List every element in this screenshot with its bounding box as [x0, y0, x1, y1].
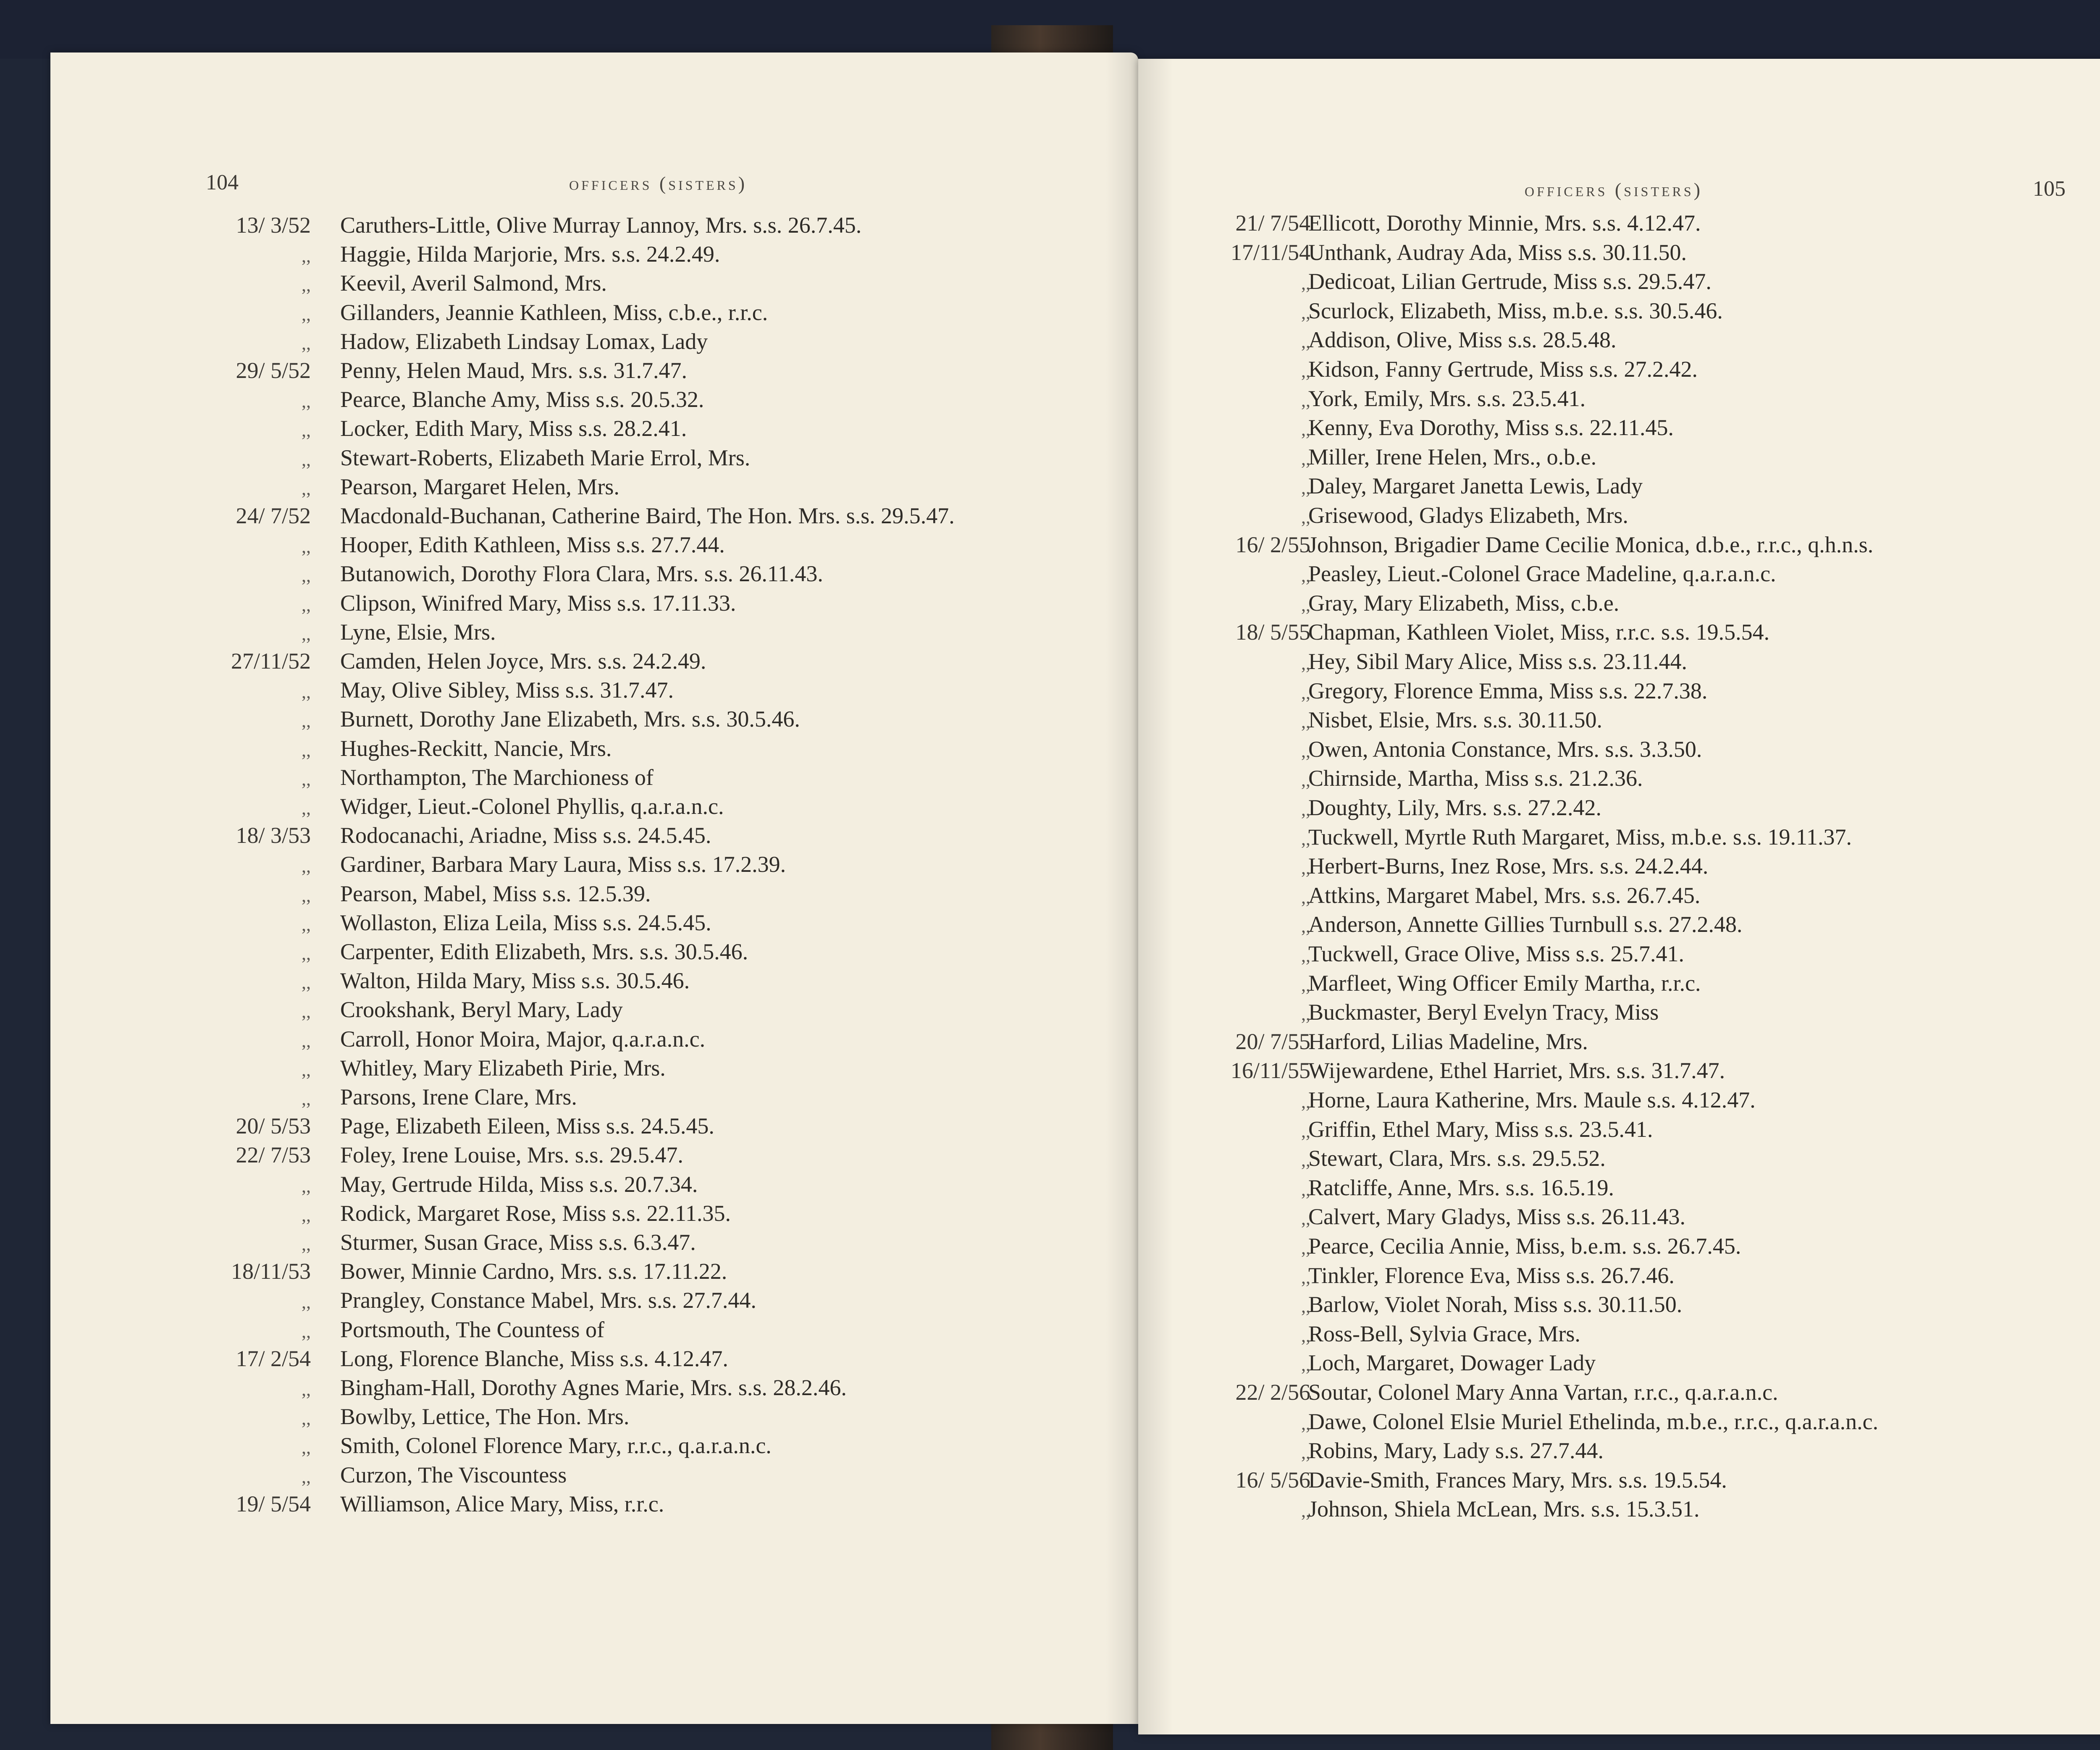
entry-name: Walton, Hilda Mary, Miss s.s. 30.5.46.: [340, 968, 690, 994]
list-item: [1138, 1379, 2100, 1408]
entry-name: Haggie, Hilda Marjorie, Mrs. s.s. 24.2.49.: [340, 241, 720, 267]
entry-name: Keevil, Averil Salmond, Mrs.: [340, 270, 607, 296]
left-page: [50, 52, 1138, 1724]
entry-name: Miller, Irene Helen, Mrs., o.b.e.: [1308, 444, 1597, 470]
list-item: [1138, 1175, 2100, 1203]
entry-name: Rodocanachi, Ariadne, Miss s.s. 24.5.45.: [340, 823, 711, 848]
running-head: officers (sisters): [1525, 179, 1703, 200]
ditto-mark: ,,: [1301, 478, 1310, 499]
entry-date: 21/ 7/54: [1235, 210, 1310, 236]
list-item: [1138, 1204, 2100, 1232]
entry-name: Pearson, Mabel, Miss s.s. 12.5.39.: [340, 881, 651, 906]
entry-name: Penny, Helen Maud, Mrs. s.s. 31.7.47.: [340, 358, 687, 383]
ditto-mark: ,,: [302, 565, 311, 586]
entry-name: Peasley, Lieut.-Colonel Grace Madeline, q.a.r.a.n.c.: [1308, 561, 1776, 587]
list-item: [50, 1491, 1138, 1519]
entry-name: Griffin, Ethel Mary, Miss s.s. 23.5.41.: [1308, 1116, 1653, 1142]
list-item: [1138, 911, 2100, 940]
entry-name: Harford, Lilias Madeline, Mrs.: [1308, 1028, 1588, 1054]
entry-date: 17/11/54: [1230, 239, 1310, 265]
list-item: [1138, 941, 2100, 969]
ditto-mark: ,,: [302, 1408, 311, 1429]
ditto-mark: ,,: [302, 769, 311, 790]
entry-name: Locker, Edith Mary, Miss s.s. 28.2.41.: [340, 416, 687, 441]
ditto-mark: ,,: [1301, 974, 1310, 995]
list-item: [1138, 473, 2100, 501]
ditto-mark: ,,: [302, 623, 311, 644]
ditto-mark: ,,: [302, 682, 311, 703]
entry-name: Hey, Sibil Mary Alice, Miss s.s. 23.11.44.: [1308, 649, 1687, 674]
ditto-mark: ,,: [302, 391, 311, 412]
list-item: [50, 386, 1138, 415]
list-item: [50, 532, 1138, 560]
entry-name: Kidson, Fanny Gertrude, Miss s.s. 27.2.42.: [1308, 357, 1698, 382]
ditto-mark: ,,: [302, 536, 311, 557]
list-item: [50, 1113, 1138, 1141]
entry-name: Ross-Bell, Sylvia Grace, Mrs.: [1308, 1321, 1580, 1346]
ditto-mark: ,,: [302, 1234, 311, 1254]
entry-date: 20/ 5/53: [236, 1113, 311, 1139]
entry-name: Attkins, Margaret Mabel, Mrs. s.s. 26.7.45.: [1308, 882, 1701, 908]
list-item: [1138, 239, 2100, 268]
entry-date: 29/ 5/52: [236, 358, 311, 383]
entry-name: Grisewood, Gladys Elizabeth, Mrs.: [1308, 503, 1628, 528]
ditto-mark: ,,: [1301, 1442, 1310, 1463]
entry-name: Chirnside, Martha, Miss s.s. 21.2.36.: [1308, 766, 1643, 791]
entry-name: Whitley, Mary Elizabeth Pirie, Mrs.: [340, 1055, 666, 1081]
list-item: [1138, 561, 2100, 589]
list-item: [1138, 765, 2100, 794]
entry-name: Bingham-Hall, Dorothy Agnes Marie, Mrs. s.s. 28.2.46.: [340, 1375, 847, 1400]
list-item: [50, 735, 1138, 764]
entry-name: Stewart, Clara, Mrs. s.s. 29.5.52.: [1308, 1146, 1606, 1171]
list-item: [50, 939, 1138, 967]
list-item: [50, 1084, 1138, 1112]
list-item: [1138, 1145, 2100, 1174]
entry-name: Lyne, Elsie, Mrs.: [340, 619, 496, 645]
entry-name: Stewart-Roberts, Elizabeth Marie Errol, Mrs.: [340, 445, 751, 470]
entry-name: Gardiner, Barbara Mary Laura, Miss s.s. 17.2.39.: [340, 852, 786, 877]
ditto-mark: ,,: [1301, 448, 1310, 469]
list-item: [50, 415, 1138, 444]
ditto-mark: ,,: [302, 711, 311, 732]
ditto-mark: ,,: [1301, 770, 1310, 791]
list-item: [50, 706, 1138, 735]
list-item: [50, 881, 1138, 909]
entry-name: Dawe, Colonel Elsie Muriel Ethelinda, m.b.e., r.r.c., q.a.r.a.n.c.: [1308, 1409, 1879, 1434]
list-item: [50, 241, 1138, 270]
list-item: [50, 1346, 1138, 1374]
entry-name: Gregory, Florence Emma, Miss s.s. 22.7.38.: [1308, 678, 1708, 703]
entry-name: Curzon, The Viscountess: [340, 1462, 567, 1488]
list-item: [1138, 619, 2100, 648]
entry-name: Anderson, Annette Gillies Turnbull s.s. 27.2.48.: [1308, 912, 1743, 937]
ditto-mark: ,,: [302, 1204, 311, 1225]
running-head: officers (sisters): [569, 173, 748, 194]
ditto-mark: ,,: [302, 333, 311, 354]
ditto-mark: ,,: [1301, 1238, 1310, 1258]
entry-date: 18/11/53: [231, 1259, 311, 1284]
entry-date: 20/ 7/55: [1235, 1028, 1310, 1054]
list-item: [1138, 532, 2100, 560]
ditto-mark: ,,: [302, 943, 311, 964]
list-item: [1138, 590, 2100, 619]
list-item: [50, 328, 1138, 357]
ditto-mark: ,,: [1301, 1296, 1310, 1317]
list-item: [1138, 1291, 2100, 1320]
list-item: [50, 1258, 1138, 1287]
ditto-mark: ,,: [302, 478, 311, 499]
ditto-mark: ,,: [302, 798, 311, 819]
entry-name: Unthank, Audray Ada, Miss s.s. 30.11.50.: [1308, 239, 1687, 265]
list-item: [50, 997, 1138, 1025]
list-item: [50, 1026, 1138, 1055]
entry-name: Kenny, Eva Dorothy, Miss s.s. 22.11.45.: [1308, 415, 1674, 441]
entry-date: 17/ 2/54: [236, 1346, 311, 1371]
ditto-mark: ,,: [302, 1321, 311, 1342]
ditto-mark: ,,: [1301, 331, 1310, 352]
entry-name: Carpenter, Edith Elizabeth, Mrs. s.s. 30.5.46.: [340, 939, 748, 964]
entry-name: Soutar, Colonel Mary Anna Vartan, r.r.c., q.a.r.a.n.c.: [1308, 1380, 1778, 1405]
list-item: [1138, 1496, 2100, 1524]
entry-name: Caruthers-Little, Olive Murray Lannoy, Mrs. s.s. 26.7.45.: [340, 213, 862, 238]
list-item: [50, 1229, 1138, 1258]
entry-name: Buckmaster, Beryl Evelyn Tracy, Miss: [1308, 1000, 1659, 1025]
entry-name: Hughes-Reckitt, Nancie, Mrs.: [340, 735, 612, 761]
entry-name: Scurlock, Elizabeth, Miss, m.b.e. s.s. 30.5.46.: [1308, 298, 1723, 323]
ditto-mark: ,,: [302, 885, 311, 906]
entry-name: Calvert, Mary Gladys, Miss s.s. 26.11.43.: [1308, 1204, 1685, 1230]
ditto-mark: ,,: [302, 1466, 311, 1487]
list-item: [1138, 882, 2100, 911]
entry-name: Hadow, Elizabeth Lindsay Lomax, Lady: [340, 328, 708, 354]
entry-name: Owen, Antonia Constance, Mrs. s.s. 3.3.50.: [1308, 736, 1702, 762]
ditto-mark: ,,: [302, 972, 311, 993]
list-item: [50, 1142, 1138, 1170]
list-item: [50, 299, 1138, 328]
entry-name: Tuckwell, Grace Olive, Miss s.s. 25.7.41.: [1308, 941, 1684, 966]
ditto-mark: ,,: [1301, 740, 1310, 761]
entry-name: Long, Florence Blanche, Miss s.s. 4.12.47.: [340, 1346, 728, 1371]
list-item: [1138, 415, 2100, 443]
entry-name: Marfleet, Wing Officer Emily Martha, r.r.c.: [1308, 970, 1701, 996]
ditto-mark: ,,: [1301, 1325, 1310, 1346]
entry-name: Ellicott, Dorothy Minnie, Mrs. s.s. 4.12.47.: [1308, 210, 1701, 236]
ditto-mark: ,,: [1301, 653, 1310, 674]
entry-name: Portsmouth, The Countess of: [340, 1317, 605, 1342]
ditto-mark: ,,: [302, 304, 311, 325]
entry-name: Pearce, Cecilia Annie, Miss, b.e.m. s.s. 26.7.45.: [1308, 1233, 1741, 1259]
entry-list: [1138, 59, 2100, 1734]
ditto-mark: ,,: [302, 740, 311, 761]
ditto-mark: ,,: [302, 1030, 311, 1051]
entry-name: Barlow, Violet Norah, Miss s.s. 30.11.50.: [1308, 1292, 1683, 1317]
ditto-mark: ,,: [1301, 799, 1310, 820]
list-item: [1138, 736, 2100, 765]
list-item: [50, 590, 1138, 619]
entry-name: May, Olive Sibley, Miss s.s. 31.7.47.: [340, 677, 674, 703]
list-item: [50, 1200, 1138, 1229]
list-item: [1138, 1116, 2100, 1145]
entry-name: Gillanders, Jeannie Kathleen, Miss, c.b.e., r.r.c.: [340, 299, 768, 325]
ditto-mark: ,,: [1301, 1179, 1310, 1200]
ditto-mark: ,,: [1301, 945, 1310, 966]
ditto-mark: ,,: [302, 420, 311, 441]
entry-name: York, Emily, Mrs. s.s. 23.5.41.: [1308, 386, 1586, 411]
list-item: [50, 445, 1138, 473]
list-item: [50, 1404, 1138, 1432]
list-item: [50, 793, 1138, 822]
ditto-mark: ,,: [302, 1379, 311, 1400]
list-item: [50, 1462, 1138, 1490]
ditto-mark: ,,: [302, 449, 311, 470]
list-item: [1138, 648, 2100, 677]
ditto-mark: ,,: [1301, 1120, 1310, 1141]
list-item: [50, 474, 1138, 502]
entry-name: Butanowich, Dorothy Flora Clara, Mrs. s.s. 26.11.43.: [340, 561, 823, 587]
entry-name: Carroll, Honor Moira, Major, q.a.r.a.n.c.: [340, 1026, 706, 1052]
entry-name: Wollaston, Eliza Leila, Miss s.s. 24.5.45.: [340, 910, 711, 935]
list-item: [50, 503, 1138, 531]
entry-name: Loch, Margaret, Dowager Lady: [1308, 1350, 1596, 1376]
ditto-mark: ,,: [1301, 1004, 1310, 1025]
entry-name: Nisbet, Elsie, Mrs. s.s. 30.11.50.: [1308, 707, 1602, 733]
list-item: [50, 1171, 1138, 1200]
list-item: [50, 619, 1138, 648]
entry-name: Parsons, Irene Clare, Mrs.: [340, 1084, 577, 1110]
list-item: [1138, 444, 2100, 472]
list-item: [50, 1375, 1138, 1403]
entry-name: Horne, Laura Katherine, Mrs. Maule s.s. 4.12.47.: [1308, 1087, 1756, 1112]
entry-list: [50, 52, 1138, 1724]
entry-date: 22/ 7/53: [236, 1142, 311, 1168]
list-item: [1138, 386, 2100, 414]
entry-name: Macdonald-Buchanan, Catherine Baird, The Hon. Mrs. s.s. 29.5.47.: [340, 503, 955, 528]
ditto-mark: ,,: [1301, 594, 1310, 615]
list-item: [1138, 356, 2100, 385]
list-item: [1138, 1438, 2100, 1466]
entry-name: Davie-Smith, Frances Mary, Mrs. s.s. 19.5.54.: [1308, 1467, 1727, 1493]
entry-name: Robins, Mary, Lady s.s. 27.7.44.: [1308, 1438, 1604, 1464]
entry-name: Sturmer, Susan Grace, Miss s.s. 6.3.47.: [340, 1230, 696, 1255]
ditto-mark: ,,: [302, 1059, 311, 1080]
entry-name: Dedicoat, Lilian Gertrude, Miss s.s. 29.5.47.: [1308, 269, 1712, 294]
list-item: [1138, 502, 2100, 531]
list-item: [1138, 1087, 2100, 1115]
list-item: [50, 357, 1138, 386]
ditto-mark: ,,: [1301, 302, 1310, 323]
ditto-mark: ,,: [1301, 711, 1310, 732]
ditto-mark: ,,: [302, 594, 311, 615]
entry-date: 19/ 5/54: [236, 1491, 311, 1516]
ditto-mark: ,,: [1301, 507, 1310, 527]
entry-name: Johnson, Brigadier Dame Cecilie Monica, d.b.e., r.r.c., q.h.n.s.: [1308, 532, 1874, 557]
ditto-mark: ,,: [1301, 887, 1310, 908]
ditto-mark: ,,: [1301, 1091, 1310, 1112]
ditto-mark: ,,: [302, 246, 311, 267]
list-item: [1138, 210, 2100, 239]
list-item: [1138, 1028, 2100, 1057]
ditto-mark: ,,: [1301, 361, 1310, 381]
entry-name: Pearce, Blanche Amy, Miss s.s. 20.5.32.: [340, 387, 704, 412]
list-item: [50, 851, 1138, 880]
entry-name: Williamson, Alice Mary, Miss, r.r.c.: [340, 1491, 664, 1516]
ditto-mark: ,,: [1301, 682, 1310, 703]
entry-name: Rodick, Margaret Rose, Miss s.s. 22.11.35.: [340, 1200, 731, 1226]
entry-name: Pearson, Margaret Helen, Mrs.: [340, 474, 620, 499]
ditto-mark: ,,: [1301, 273, 1310, 294]
list-item: [50, 1317, 1138, 1345]
entry-name: Foley, Irene Louise, Mrs. s.s. 29.5.47.: [340, 1142, 683, 1168]
entry-date: 13/ 3/52: [236, 213, 311, 238]
entry-date: 22/ 2/56: [1235, 1380, 1310, 1405]
ditto-mark: ,,: [1301, 390, 1310, 411]
list-item: [1138, 1467, 2100, 1496]
entry-name: Page, Elizabeth Eileen, Miss s.s. 24.5.45.: [340, 1113, 714, 1139]
ditto-mark: ,,: [1301, 1501, 1310, 1522]
entry-name: Prangley, Constance Mabel, Mrs. s.s. 27.7.44.: [340, 1288, 756, 1313]
list-item: [50, 910, 1138, 938]
list-item: [1138, 1321, 2100, 1349]
entry-name: Herbert-Burns, Inez Rose, Mrs. s.s. 24.2.44.: [1308, 853, 1709, 879]
entry-name: Widger, Lieut.-Colonel Phyllis, q.a.r.a.n.c.: [340, 794, 724, 819]
entry-name: Burnett, Dorothy Jane Elizabeth, Mrs. s.s. 30.5.46.: [340, 706, 800, 732]
list-item: [50, 1055, 1138, 1084]
list-item: [50, 677, 1138, 706]
entry-name: Clipson, Winifred Mary, Miss s.s. 17.11.33.: [340, 590, 736, 616]
entry-name: Bowlby, Lettice, The Hon. Mrs.: [340, 1404, 630, 1430]
list-item: [50, 764, 1138, 793]
entry-name: Hooper, Edith Kathleen, Miss s.s. 27.7.44.: [340, 532, 725, 558]
entry-date: 18/ 5/55: [1235, 619, 1310, 645]
right-page: [1138, 59, 2100, 1734]
entry-name: Bower, Minnie Cardno, Mrs. s.s. 17.11.22.: [340, 1259, 727, 1284]
page-number: 105: [2033, 177, 2066, 201]
list-item: [1138, 1409, 2100, 1437]
list-item: [50, 561, 1138, 589]
entry-name: Crookshank, Beryl Mary, Lady: [340, 997, 623, 1023]
list-item: [1138, 678, 2100, 706]
entry-date: 24/ 7/52: [236, 503, 311, 528]
ditto-mark: ,,: [1301, 419, 1310, 440]
list-item: [1138, 1262, 2100, 1291]
list-item: [1138, 853, 2100, 882]
ditto-mark: ,,: [302, 275, 311, 296]
list-item: [50, 212, 1138, 241]
entry-date: 16/ 2/55: [1235, 532, 1310, 557]
ditto-mark: ,,: [1301, 1267, 1310, 1288]
entry-name: Ratcliffe, Anne, Mrs. s.s. 16.5.19.: [1308, 1175, 1614, 1200]
entry-date: 27/11/52: [231, 648, 311, 674]
list-item: [1138, 327, 2100, 355]
ditto-mark: ,,: [1301, 858, 1310, 879]
list-item: [1138, 1057, 2100, 1086]
list-item: [1138, 1350, 2100, 1378]
ditto-mark: ,,: [1301, 565, 1310, 586]
list-item: [1138, 1233, 2100, 1262]
entry-name: Tinkler, Florence Eva, Miss s.s. 26.7.46.: [1308, 1262, 1675, 1288]
ditto-mark: ,,: [302, 1437, 311, 1458]
entry-name: Doughty, Lily, Mrs. s.s. 27.2.42.: [1308, 795, 1602, 820]
ditto-mark: ,,: [1301, 1354, 1310, 1375]
entry-date: 16/ 5/56: [1235, 1467, 1310, 1493]
entry-name: Wijewardene, Ethel Harriet, Mrs. s.s. 31.7.47.: [1308, 1058, 1725, 1084]
list-item: [1138, 824, 2100, 853]
entry-name: Tuckwell, Myrtle Ruth Margaret, Miss, m.b.e. s.s. 19.11.37.: [1308, 824, 1852, 850]
ditto-mark: ,,: [302, 1089, 311, 1109]
ditto-mark: ,,: [1301, 1208, 1310, 1229]
ditto-mark: ,,: [302, 1175, 311, 1196]
ditto-mark: ,,: [1301, 1150, 1310, 1171]
entry-name: Northampton, The Marchioness of: [340, 764, 654, 790]
list-item: [50, 1433, 1138, 1461]
entry-name: Gray, Mary Elizabeth, Miss, c.b.e.: [1308, 590, 1620, 616]
list-item: [50, 1287, 1138, 1316]
list-item: [50, 270, 1138, 299]
entry-name: May, Gertrude Hilda, Miss s.s. 20.7.34.: [340, 1171, 698, 1197]
ditto-mark: ,,: [302, 914, 311, 935]
entry-name: Addison, Olive, Miss s.s. 28.5.48.: [1308, 327, 1617, 353]
entry-date: 16/11/55: [1230, 1058, 1310, 1084]
ditto-mark: ,,: [302, 856, 311, 877]
entry-name: Chapman, Kathleen Violet, Miss, r.r.c. s.s. 19.5.54.: [1308, 619, 1770, 645]
ditto-mark: ,,: [1301, 828, 1310, 849]
ditto-mark: ,,: [1301, 916, 1310, 937]
entry-date: 18/ 3/53: [236, 823, 311, 848]
list-item: [1138, 970, 2100, 999]
list-item: [1138, 268, 2100, 297]
ditto-mark: ,,: [302, 1292, 311, 1313]
ditto-mark: ,,: [1301, 1413, 1310, 1434]
entry-name: Camden, Helen Joyce, Mrs. s.s. 24.2.49.: [340, 648, 706, 674]
ditto-mark: ,,: [302, 1001, 311, 1022]
list-item: [1138, 795, 2100, 823]
list-item: [1138, 707, 2100, 735]
list-item: [50, 968, 1138, 996]
list-item: [50, 822, 1138, 851]
entry-name: Smith, Colonel Florence Mary, r.r.c., q.a.r.a.n.c.: [340, 1433, 772, 1459]
entry-name: Johnson, Shiela McLean, Mrs. s.s. 15.3.51.: [1308, 1496, 1700, 1522]
page-number: 104: [206, 171, 239, 194]
list-item: [1138, 298, 2100, 326]
list-item: [50, 648, 1138, 677]
list-item: [1138, 999, 2100, 1028]
entry-name: Daley, Margaret Janetta Lewis, Lady: [1308, 473, 1643, 499]
